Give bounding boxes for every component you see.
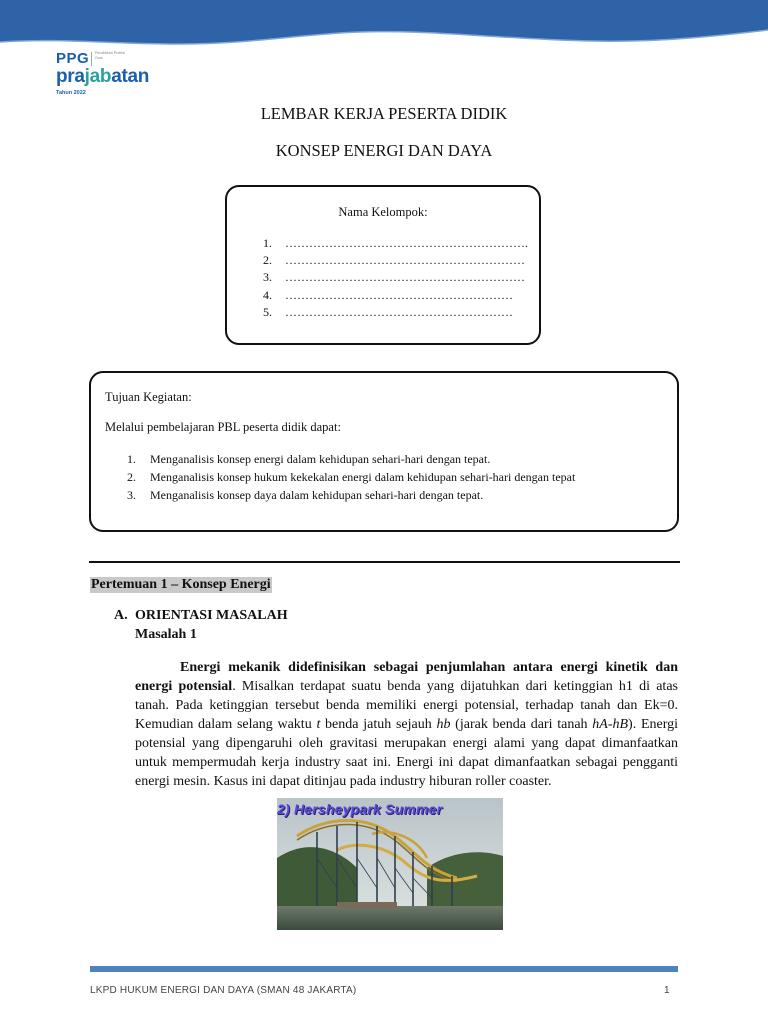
- group-name-line: 2. ……………………………………………………: [263, 253, 525, 268]
- section-divider: [89, 561, 680, 563]
- objectives-heading: Tujuan Kegiatan:: [105, 390, 192, 404]
- footer-text: LKPD HUKUM ENERGI DAN DAYA (SMAN 48 JAKARTA): [90, 985, 357, 996]
- footer-bar: [90, 966, 678, 972]
- objective-item: 3. Menganalisis konsep daya dalam kehidupan sehari-hari dengan tepat.: [127, 488, 484, 502]
- group-name-line: 1. …………………………………………………….: [263, 236, 528, 250]
- logo-year: Tahun 2022: [56, 90, 86, 96]
- learning-objectives-box: [89, 371, 679, 532]
- group-name-line: 3. ……………………………………………………: [263, 270, 525, 285]
- problem-paragraph: Energi mekanik didefinisikan sebagai penjumlahan antara energi kinetik dan energi potensial. Misalkan terdapat suatu benda yang dijatuhkan dari ketinggian h1 di atas tanah. Pada ketinggian tersebut benda memiliki energi potensial, terhadap tanah dan Ek=0. Kemudian dalam selang waktu t benda jatuh sejauh hb (jarak benda dari tanah hA-hB). Energi potensial yang dipengaruhi oleh gravitasi merupakan energi alami yang dapat dimanfaatkan untuk mempermudah kerja industry saat ini. Energi ini dapat dimanfaatkan sebagai pengganti energi mesin. Kasus ini dapat ditinjau pada industry hiburan roller coaster.: [135, 660, 679, 789]
- document-title: LEMBAR KERJA PESERTA DIDIK: [260, 104, 508, 123]
- problem-subheading: Masalah 1: [135, 627, 197, 642]
- group-names-list: [263, 235, 528, 321]
- page-number: 1: [664, 985, 670, 996]
- header-wave-band: [0, 0, 768, 50]
- photo-caption: 2) Hersheypark Summer: [277, 801, 443, 817]
- meeting-heading: Pertemuan 1 – Konsep Energi: [91, 577, 271, 592]
- logo-tagline: Pendidikan Profesi Guru: [95, 51, 125, 60]
- document-subtitle: KONSEP ENERGI DAN DAYA: [275, 141, 493, 160]
- logo-ppg-text: PPG: [56, 50, 90, 67]
- objective-item: 2. Menganalisis konsep hukum kekekalan energi dalam kehidupan sehari-hari dengan tepat: [127, 470, 576, 484]
- ppg-prajabatan-logo: [56, 50, 156, 100]
- logo-separator: [91, 52, 92, 66]
- objectives-list: [127, 450, 575, 504]
- group-names-box: [225, 185, 541, 345]
- section-a-heading: A. ORIENTASI MASALAH: [114, 608, 288, 623]
- roller-coaster-photo: [277, 798, 503, 930]
- objective-item: 1. Menganalisis konsep energi dalam kehidupan sehari-hari dengan tepat.: [127, 452, 491, 466]
- group-name-line: 5. …………………………………………………: [263, 304, 513, 319]
- group-names-label: Nama Kelompok:: [338, 205, 428, 219]
- logo-prajabatan-text: prajabatan: [56, 66, 150, 87]
- objectives-intro: Melalui pembelajaran PBL peserta didik dapat:: [105, 420, 341, 434]
- group-name-line: 4. …………………………………………………: [263, 287, 513, 302]
